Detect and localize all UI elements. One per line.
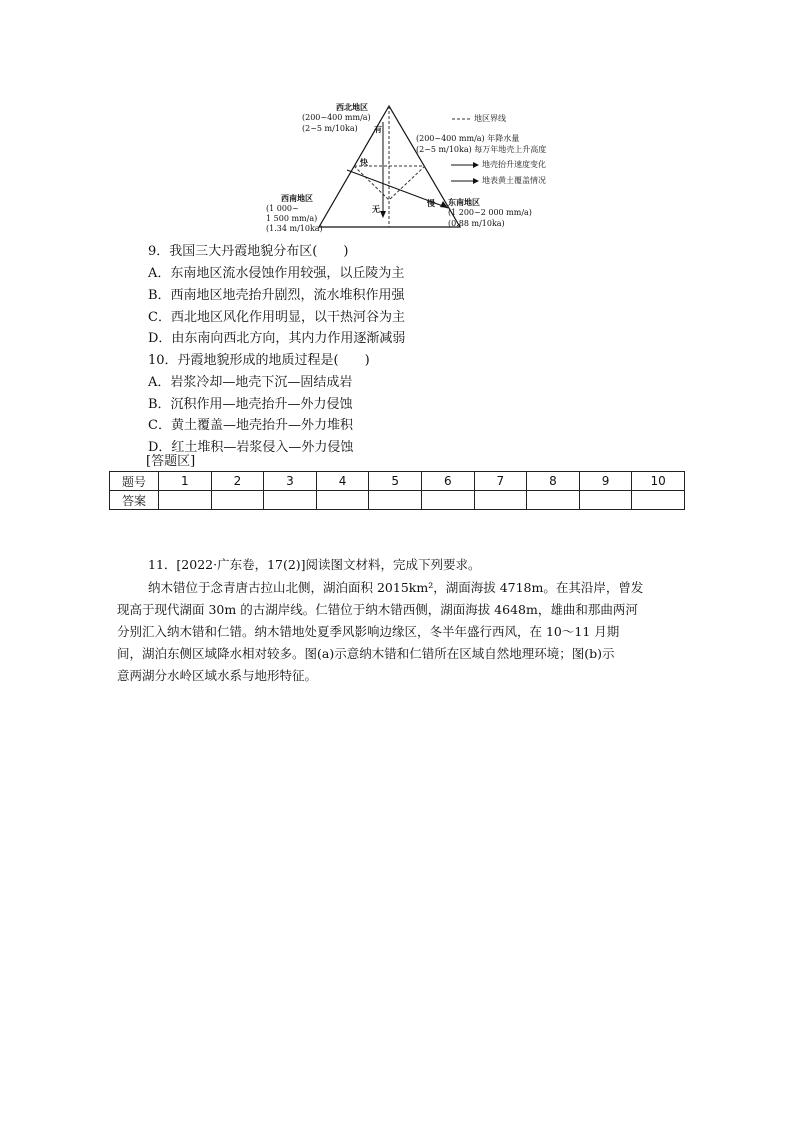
answer-table-header-number: 题号: [110, 472, 159, 491]
legend-rain: (200~400 mm/a) 年降水量: [416, 134, 520, 143]
legend-uplift-change: 地壳抬升速度变化: [482, 160, 546, 169]
label-you: 有: [374, 124, 382, 134]
southwest-rain-1: (1 000~: [266, 204, 299, 213]
southwest-uplift: (1.34 m/10ka): [266, 224, 323, 233]
answer-number-6: 6: [421, 472, 474, 491]
legend-arrowhead-1: [473, 162, 479, 168]
answer-number-1: 1: [159, 472, 212, 491]
loess-arrowhead: [380, 211, 386, 218]
legend-loess: 地表黄土覆盖情况: [482, 176, 546, 185]
answer-cell-10[interactable]: [632, 491, 685, 510]
northwest-rain: (200~400 mm/a): [302, 113, 371, 122]
answer-cell-3[interactable]: [264, 491, 317, 510]
answer-table-header-answer: 答案: [110, 491, 159, 510]
answer-number-10: 10: [632, 472, 685, 491]
label-none: 无: [372, 204, 380, 214]
northwest-uplift: (2~5 m/10ka): [302, 124, 358, 133]
triangle-diagram: [0, 0, 794, 240]
northwest-name: 西北地区: [336, 102, 368, 112]
question-10-stem: 10．丹霞地貌形成的地质过程是( ): [148, 353, 370, 368]
answer-cell-4[interactable]: [316, 491, 369, 510]
southeast-name: 东南地区: [448, 197, 480, 207]
answer-area-label: [答题区]: [146, 454, 196, 469]
legend-arrowhead-2: [473, 178, 479, 184]
q9-option-d: D．由东南向西北方向，其内力作用逐渐减弱: [148, 331, 406, 346]
answer-table-row-answers: [110, 491, 685, 510]
answer-table: [109, 471, 685, 510]
q11-line-4: 间，湖泊东侧区域降水相对较多。图(a)示意纳木错和仁错所在区域自然地理环境；图(b)示: [117, 646, 615, 661]
answer-cell-5[interactable]: [369, 491, 422, 510]
q10-option-a: A．岩浆冷却—地壳下沉—固结成岩: [148, 375, 353, 390]
answer-table-row-numbers: [110, 472, 685, 491]
answer-number-5: 5: [369, 472, 422, 491]
answer-number-8: 8: [527, 472, 580, 491]
southeast-uplift: (0.88 m/10ka): [448, 219, 505, 228]
answer-cell-7[interactable]: [474, 491, 527, 510]
q10-option-c: C．黄土覆盖—地壳抬升—外力堆积: [148, 418, 353, 433]
question-9-stem: 9．我国三大丹霞地貌分布区( ): [148, 244, 349, 259]
q10-option-d: D．红土堆积—岩浆侵入—外力侵蚀: [148, 440, 354, 455]
label-slow: 慢: [427, 198, 435, 208]
q10-option-b: B．沉积作用—地壳抬升—外力侵蚀: [148, 397, 353, 412]
label-fast: 快: [360, 157, 368, 167]
answer-cell-1[interactable]: [159, 491, 212, 510]
answer-cell-2[interactable]: [211, 491, 264, 510]
southwest-name: 西南地区: [281, 193, 313, 203]
q11-line-3: 分别汇入纳木错和仁错。纳木错地处夏季风影响边缘区，冬半年盛行西风，在 10～11 月期: [117, 624, 620, 639]
answer-number-3: 3: [264, 472, 317, 491]
answer-cell-9[interactable]: [579, 491, 632, 510]
legend-uplift: (2~5 m/10ka) 每万年地壳上升高度: [416, 145, 547, 154]
q11-line-2: 现高于现代湖面 30m 的古湖岸线。仁错位于纳木错西侧，湖面海拔 4648m，雄曲和那曲两河: [117, 602, 638, 617]
southeast-rain: (1 200~2 000 mm/a): [448, 208, 532, 217]
boundary-diag-left: [354, 166, 389, 200]
answer-number-7: 7: [474, 472, 527, 491]
answer-number-2: 2: [211, 472, 264, 491]
answer-cell-8[interactable]: [527, 491, 580, 510]
q9-option-a: A．东南地区流水侵蚀作用较强，以丘陵为主: [148, 266, 405, 281]
q11-line-1: 纳木错位于念青唐古拉山北侧，湖泊面积 2015km²，湖面海拔 4718m。在其沿岸，曾发: [148, 580, 644, 595]
southwest-rain-2: 1 500 mm/a): [266, 214, 318, 223]
question-11-heading: 11．[2022·广东卷，17(2)]阅读图文材料，完成下列要求。: [148, 557, 481, 572]
q9-option-c: C．西北地区风化作用明显，以干热河谷为主: [148, 310, 405, 325]
legend-boundary: 地区界线: [474, 114, 506, 123]
q9-option-b: B．西南地区地壳抬升剧烈，流水堆积作用强: [148, 288, 405, 303]
answer-cell-6[interactable]: [421, 491, 474, 510]
q11-line-5: 意两湖分水岭区域水系与地形特征。: [117, 668, 318, 683]
answer-number-4: 4: [316, 472, 369, 491]
boundary-diag-right: [389, 166, 425, 200]
answer-number-9: 9: [579, 472, 632, 491]
